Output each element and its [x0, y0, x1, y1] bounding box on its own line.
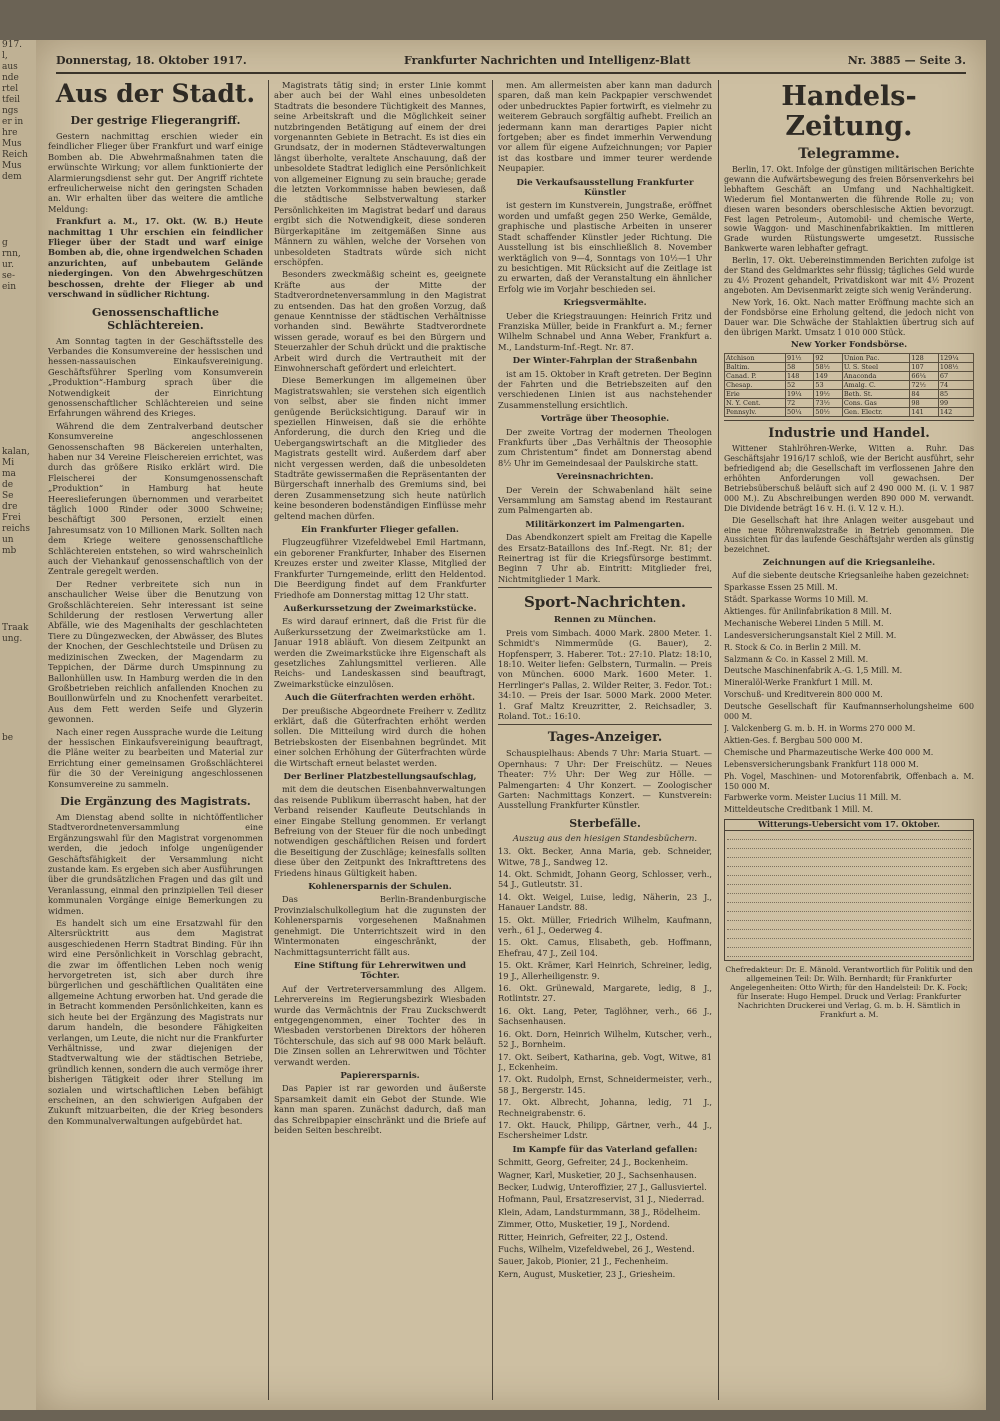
headline-tram-schedule: Der Winter-Fahrplan der Straßenbahn: [512, 356, 698, 367]
list-item: Fuchs, Wilhelm, Vizefeldwebel, 26 J., Westend.: [498, 1244, 695, 1254]
spine-fragment: be: [2, 733, 14, 743]
paper-name: Frankfurter Nachrichten und Intelligenz-Blatt: [404, 53, 691, 67]
headline-industry: Industrie und Handel.: [768, 426, 930, 442]
spine-fragment: [0, 216, 36, 227]
spine-fragment: reichs: [2, 524, 30, 534]
headline-theosophy: Vorträge über Theosophie.: [540, 414, 670, 425]
list-item: Salzmann & Co. in Kassel 2 Mill. M.: [724, 654, 869, 664]
spine-fragment: [0, 436, 36, 447]
spine-fragment: Frei: [2, 513, 21, 523]
spine-fragment: [0, 590, 36, 601]
weather-row: [727, 939, 971, 948]
spine-fragment: [0, 414, 36, 425]
spine-fragment: [0, 194, 36, 205]
table-row: [725, 372, 974, 381]
war-loan-list: [724, 583, 974, 815]
article-text: Frankfurt a. M., 17. Okt. (W. B.) Heute nachmittag 1 Uhr erschien ein feindlicher Flieger über der Stadt und warf einige Bomben ab, die, ohne irgendwelchen Schaden anzurichten, auf unbebautem Gelände niedergingen. Von den Abwehrgeschützen beschossen, drehte der Flieger ab und verschwand in südlicher Richtung.: [48, 216, 263, 300]
list-item: R. Stock & Co. in Berlin 2 Mill. M.: [724, 642, 861, 652]
article-text: Flugzeugführer Vizefeldwebel Emil Hartmann, ein geborener Frankfurter, Inhaber des Eisernen Kreuzes erster und zweiter Klasse, Mitglied der Frankfurter Turngemeinde, erlitt den Heldentod. Die Beerdigung findet auf dem Frankfurter Friedhofe am Donnerstag mittag 12 Uhr statt.: [274, 537, 486, 600]
headline-freight-rates: Auch die Güterfrachten werden erhöht.: [285, 693, 475, 704]
table-cell: 50¼: [785, 408, 813, 417]
list-item: Farbwerke vorm. Meister Lucius 11 Mill. M.: [724, 793, 902, 803]
headline-associations: Vereinsnachrichten.: [556, 472, 654, 483]
weather-row: [727, 912, 971, 921]
weather-row: [727, 921, 971, 930]
article-text: Der Redner verbreitete sich nun in anschaulicher Weise über die Benutzung von Großschlächtereien. Sehr interessant ist seine Schilderung der restlosen Verwertung aller Abfälle, wie des Magenihalts der geschlachteten Tiere zu Düngezwecken, der Abwässer, des Blutes der Knochen, der Geschlechtsteile und Drüsen zu medizinischen Zwecken, der Magendarm zu Teppichen, der Därme durch Umspinnung zu Ballonhüllen usw. In Hamburg werden die in den Großbetrieben reichlich anfallenden Knochen zu Bouillonwürfeln und zu Knochenfett verarbeitet. Aus dem Fett werden Seife und Glyzerin gewonnen.: [48, 578, 263, 725]
list-item: J. Valckenberg G. m. b. H. in Worms 270 000 M.: [724, 723, 916, 733]
spine-fragment: [0, 205, 36, 216]
article-text: Der Verein der Schwabenland hält seine Versammlung am Samstag abend im Restaurant zum Palmengarten ab.: [498, 484, 712, 516]
list-item: Aktienges. für Anilinfabrikation 8 Mill. M.: [724, 606, 892, 616]
article-text: Nach einer regen Aussprache wurde die Leitung der hessischen Einkaufsvereinigung beauftragt, die Pläne weiter zu bearbeiten und Material zur Errichtung einer gemeinsamen Großschlächterei für die 30 der Vereinigung angeschlossenen Konsumvereine zu sammeln.: [48, 726, 263, 789]
weather-row: [727, 831, 971, 840]
spine-fragment: [0, 645, 36, 656]
spine-fragment: [0, 722, 36, 733]
headline-two-mark-coins: Außerkurssetzung der Zweimarkstücke.: [283, 603, 477, 614]
imprint: Chefredakteur: Dr. E. Mänold. Verantwortlich für Politik und den allgemeinen Teil: Dr. Wilh. Bernhardt; für Frankfurter Angelegenheiten: Otto Wirth; für den Handelsteil: Dr. K. Fock; für Inserate: Hugo Hempel. Druck und Verlag: Frankfurter Nachrichten Druckerei und Verlag, G. m. b. H. Sämtlich in Frankfurt a. M.: [725, 965, 973, 1020]
table-cell: 74: [938, 381, 973, 390]
spine-fragment: [0, 656, 36, 667]
section-title-business: Handels-Zeitung.: [781, 81, 917, 142]
list-item: Vorschuß- und Kreditverein 800 000 M.: [724, 690, 883, 700]
spine-fragment: Reich: [2, 150, 28, 160]
stock-table: [724, 353, 974, 417]
table-cell: 99: [938, 399, 973, 408]
article-text: Berlin, 17. Okt. Infolge der günstigen militärischen Berichte gewann die Aufwärtsbewegung des freien Börsenverkehrs bei lebhaftem Geschäft an Umfang und Nachhaltigkeit. Wiederum fiel Montanwerten die führende Rolle zu; von diesen waren besonders oberschlesische Aktien bevorzugt. Fest lagen Petroleum-, Automobil- und chemische Werte, sowie Waggon- und Maschinenfabrikaktien. Im mittleren Grade wurden Rüstungswerte umgesetzt. Russische Bankwerte waren lebhafter gefragt.: [724, 165, 974, 254]
headline-ny-exchange: New Yorker Fondsbörse.: [790, 340, 908, 351]
weather-table: [724, 819, 974, 961]
column-divider: [492, 80, 493, 1400]
spine-fragment: [0, 381, 36, 392]
table-cell: 128: [910, 354, 938, 363]
list-item: 14. Okt. Schmidt, Johann Georg, Schlosser, verh., 54 J., Gutleutstr. 31.: [498, 869, 712, 890]
spine-fragment: nde: [2, 73, 19, 83]
article-text: Der zweite Vortrag der modernen Theologen Frankfurts über „Das Verhältnis der Theosophie zum Christentum“ findet am Donnerstag abend 8½ Uhr im Gemeindesaal der Paulskirche statt.: [498, 426, 712, 468]
table-cell: 72: [785, 399, 813, 408]
list-item: Landesversicherungsanstalt Kiel 2 Mill. M.: [724, 630, 897, 640]
table-cell: 141: [910, 408, 938, 417]
spine-fragment: aus: [2, 62, 18, 72]
list-item: Mitteldeutsche Creditbank 1 Mill. M.: [724, 805, 873, 815]
issue-date: Donnerstag, 18. Oktober 1917.: [56, 53, 247, 67]
list-item: 14. Okt. Weigel, Luise, ledig, Näherin, 23 J., Hanauer Landstr. 88.: [498, 891, 712, 913]
article-text: Gestern nachmittag erschien wieder ein feindlicher Flieger über Frankfurt und warf einige Bomben ab. Die Abwehrmaßnahmen taten die erwünschte Wirkung; vor allem funktionierte der Alarmierungsdienst sehr gut. Der Angriff richtete erfreulicherweise nicht den geringsten Schaden an. Wir erhalten über das weitere die amtliche Meldung:: [48, 131, 263, 214]
headline-war-weddings: Kriegsvermählte.: [563, 298, 647, 309]
spine-fragment: rnn,: [2, 249, 21, 259]
column-local-news: [48, 80, 263, 1400]
weather-row: [727, 930, 971, 939]
column-local-news-2: [274, 80, 486, 1400]
spine-fragment: [0, 711, 36, 722]
list-item: Wagner, Karl, Musketier, 20 J., Sachsenhausen.: [498, 1169, 697, 1180]
table-cell: U. S. Steel: [842, 363, 910, 372]
spine-fragment: se-: [2, 271, 15, 281]
article-text: Auf die siebente deutsche Kriegsanleihe haben gezeichnet:: [732, 571, 970, 581]
list-item: 17. Okt. Rudolph, Ernst, Schneidermeister, verh., 58 J., Bergerstr. 145.: [498, 1074, 712, 1095]
article-text: Das Berlin-Brandenburgische Provinzialschulkollegium hat die zugunsten der Kohlenersparnis vorgesehenen Maßnahmen genehmigt. Die Unterrichtszeit wird in den Wintermonaten eingeschränkt, der Nachmittagsunterricht fällt aus.: [274, 894, 486, 957]
spine-fragment: [0, 678, 36, 689]
headline-foundation: Eine Stiftung für Lehrerwitwen und Töchter.: [293, 960, 467, 982]
table-cell: 129¼: [938, 354, 973, 363]
weather-row: [727, 867, 971, 876]
table-cell: 19½: [814, 390, 842, 399]
spine-fragment: [0, 579, 36, 590]
table-cell: 58: [785, 363, 813, 372]
article-text: Die Gesellschaft hat ihre Anlagen weiter ausgebaut und eine neue Röhrenwalzstraße in Betrieb genommen. Die Aussichten für das laufende Geschäftsjahr werden als günstig bezeichnet.: [724, 515, 974, 555]
article-text: mit dem die deutschen Eisenbahnverwaltungen das reisende Publikum überrascht haben, hat der Verband reisender Kaufleute Deutschlands in einer Eingabe Stellung genommen. Er verlangt Befreiung von der Steuer für die noch unbedingt notwendigen geschäftlichen Reisen und fordert die Beseitigung der Zuschläge; keinesfalls sollten diese über den Zeitpunkt des Inkrafttretens des Friedens hinaus Gültigkeit haben.: [274, 784, 486, 878]
article-text: Wittener Stahlröhren-Werke, Witten a. Ruhr. Das Geschäftsjahr 1916/17 schloß, wie der Bericht ausführt, sehr befriedigend ab; die Gesellschaft im verflossenen Jahre den erhöhten Anforderungen voll gewachsen. Der Betriebsüberschuß beläuft sich auf 2 490 000 M. (i. V. 1 987 000 M.). Zu Abschreibungen werden 890 000 M. verwandt. Die Dividende beträgt 16 v. H. (i. V. 12 v. H.).: [724, 444, 974, 513]
spine-fragment: mb: [2, 546, 17, 556]
weather-title: Witterungs-Uebersicht vom 17. Oktober.: [725, 820, 973, 831]
list-item: 17. Okt. Seibert, Katharina, geb. Vogt, Witwe, 81 J., Eckenheim.: [498, 1051, 712, 1072]
table-cell: 142: [938, 408, 973, 417]
table-cell: Beth. St.: [842, 390, 910, 399]
list-item: Aktien-Ges. f. Bergbau 500 000 M.: [724, 735, 863, 745]
table-cell: 19¼: [785, 390, 813, 399]
table-cell: 53: [814, 381, 842, 390]
table-cell: Erie: [725, 390, 786, 399]
table-row: [725, 399, 974, 408]
spine-fragment: tfeil: [2, 95, 21, 105]
article-text: New York, 16. Okt. Nach matter Eröffnung machte sich an der Fondsbörse eine Erholung geltend, die jedoch nicht von Dauer war. Die Schwäche der Stahlaktien übertrug sich auf den übrigen Markt. Umsatz 1 010 000 Stück.: [724, 297, 974, 337]
article-text: Besonders zweckmäßig scheint es, geeignete Kräfte aus der Mitte der Stadtverordnetenversammlung in den Magistrat zu entsenden. Das hat den großen Vorzug, daß genaue Kenntnisse der städtischen Verhältnisse vorhanden sind. Bewährte Stadtverordnete wissen gerade, worauf es bei den Bürgern und Steuerzahler der Schuh drückt und die praktische Arbeit wird durch die Vertrautheit mit der Einwohnerschaft gefördert und erleichtert.: [274, 269, 486, 373]
table-cell: 67: [938, 372, 973, 381]
headline-paper-saving: Papierersparnis.: [340, 1070, 420, 1081]
section-title-deaths: Sterbefälle.: [569, 816, 641, 830]
headline-flier-fallen: Ein Frankfurter Flieger gefallen.: [301, 525, 459, 536]
column-business: [724, 80, 974, 1400]
table-cell: N. Y. Cent.: [725, 399, 786, 408]
spine-fragment: [0, 326, 36, 337]
article-text: Magistrats tätig sind; in erster Linie kommt aber auch bei der Wahl eines unbesoldeten Stadtrats die besondere Tüchtigkeit des Mannes, seine Arbeitskraft und die Möglichkeit seiner nutzbringenden Betätigung auf einem der drei vorgenannten Gebiete in Betracht. Es ist dies ein Grundsatz, der in modernen Städteverwaltungen längst überholte, veraltete Anschauung, daß der unbesoldete Stadtrat lediglich eine Persönlichkeit von allgemeiner Eignung zu sein brauche; gerade die letzten Vorkommnisse haben bewiesen, daß die städtische Selbstverwaltung starker Persönlichkeiten im Magistrat bedarf und daraus ergibt sich die Notwendigkeit, diese sonderen Bürgerkapitäne im zeitgemäßen Sinne aus Männern zu wählen, welche der Vorsehen von unbesoldeten Stadtrats würde sich nicht erschöpfen.: [274, 80, 486, 267]
list-item: Sauer, Jakob, Pionier, 21 J., Fechenheim.: [498, 1256, 669, 1267]
section-title-daily: Tages-Anzeiger.: [547, 730, 663, 746]
deaths-list: [498, 846, 712, 1141]
fallen-list: [498, 1157, 712, 1279]
list-item: Sparkasse Essen 25 Mill. M.: [724, 583, 838, 593]
list-item: Mineralöl-Werke Frankfurt 1 Mill. M.: [724, 678, 873, 688]
table-row: [725, 390, 974, 399]
weather-row: [727, 849, 971, 858]
list-item: 16. Okt. Lang, Peter, Taglöhner, verh., 66 J., Sachsenhausen.: [498, 1005, 712, 1027]
table-cell: 58½: [814, 363, 842, 372]
list-item: Klein, Adam, Landsturmmann, 38 J., Rödelheim.: [498, 1206, 701, 1217]
table-cell: Atchison: [725, 354, 786, 363]
spine-fragment: Mi: [2, 458, 15, 468]
spine-fragment: [0, 612, 36, 623]
list-item: 15. Okt. Krämer, Karl Heinrich, Schreiner, ledig, 19 J., Allerheiligenstr. 9.: [498, 960, 712, 981]
article-text: Diese Bemerkungen im allgemeinen über Magistratswahlen; sie verstehen sich eigentlich von selbst, aber sie finden nicht immer genügende Berücksichtigung. Darauf wir in speziellen Hinweisen, daß sie die erhöhte Anforderung, die durch den Krieg und die Uebergangswirtschaft an die Mitglieder des Magistrats gestellt wird. Außerdem darf aber nicht vergessen werden, daß die unbesoldeten Stadträte gewissermaßen die Repräsentanten der Bürgerschaft innerhalb des Gremiums sind, bei deren Zusammensetzung sich heute natürlich keine besonderen bodenständigen Einflüsse mehr geltend machen dürfen.: [274, 375, 486, 521]
spine-fragment: de: [2, 480, 14, 490]
column-divider: [268, 80, 269, 1400]
table-cell: Gen. Electr.: [842, 408, 910, 417]
headline-magistrate: Die Ergänzung des Magistrats.: [60, 794, 251, 808]
table-row: [725, 363, 974, 372]
article-text: Es wird darauf erinnert, daß die Frist für die Außerkurssetzung der Zweimarkstücke am 1. Januar 1918 abläuft. Von diesem Zeitpunkt an werden die Zweimarkstücke ihre Eigenschaft als gesetzliches Zahlungsmittel verlieren. Alle Reichs- und Landeskassen sind beauftragt, Zweimarkstücke einzulösen.: [274, 616, 486, 689]
spine-fragment: l,: [2, 51, 8, 61]
table-cell: 92: [814, 354, 842, 363]
spine-fragment: [0, 227, 36, 238]
spine-fragment: dem: [2, 172, 22, 182]
article-text: Das Abendkonzert spielt am Freitag die Kapelle des Ersatz-Bataillons des Inf.-Regt. Nr. 81; der Reinertrag ist für die Kriegsfürsorge bestimmt. Beginn 7 Uhr ab. Eintritt: Mitglieder frei, Nichtmitglieder 1 Mark.: [498, 532, 712, 584]
spine-fragment: Traak: [2, 623, 29, 633]
list-item: 17. Okt. Hauck, Philipp, Gärtner, verh., 44 J., Eschersheimer Ldstr.: [498, 1119, 712, 1141]
spine-fragment: kalan,: [2, 447, 30, 457]
article-text: Am Dienstag abend sollte in nichtöffentlicher Stadtverordnetenversammlung eine Ergänzungswahl für den Magistrat vorgenommen werden, die jedoch infolge ungenügender Geschäftsfähigkeit der Versammlung nicht zustande kam. Es ergeben sich aber Ausführungen über die grundsätzlichen Fragen und das gilt und Veranlassung, einmal den prinzipiellen Teil dieser kommunalen Vorgänge einige Bemerkungen zu widmen.: [48, 811, 263, 916]
table-cell: Anaconda: [842, 372, 910, 381]
table-row: [725, 408, 974, 417]
article-text: Berlin, 17. Okt. Uebereinstimmenden Berichten zufolge ist der Stand des Geldmarktes sehr flüssig; tägliches Geld wurde zu 4½ Prozent gehandelt, Privatdiskont war mit 4½ Prozent angeboten. Am Devisenmarkt zeigte sich wenig Veränderung.: [724, 256, 974, 295]
spine-fragment: ung.: [2, 634, 23, 644]
headline-seat-surcharge: Der Berliner Platzbestellungsaufschlag,: [283, 772, 477, 782]
headline-telegrams: Telegramme.: [798, 146, 900, 162]
spine-fragment: g: [2, 238, 8, 248]
list-item: Chemische und Pharmazeutische Werke 400 000 M.: [724, 747, 934, 757]
spine-fragment: 917.: [2, 40, 23, 50]
table-row: [725, 354, 974, 363]
list-item: Zimmer, Otto, Musketier, 19 J., Nordend.: [498, 1219, 670, 1230]
weather-row: [727, 876, 971, 885]
list-item: 15. Okt. Camus, Elisabeth, geb. Hoffmann, Ehefrau, 47 J., Zeil 104.: [498, 937, 712, 958]
spine-fragment: [0, 557, 36, 568]
adjacent-page-strip: [0, 40, 37, 1410]
table-cell: Chesap.: [725, 381, 786, 390]
spine-fragment: hre: [2, 128, 18, 138]
article-text: men. Am allermeisten aber kann man dadurch sparen, daß man kein Packpapier verschwendet oder unbedrucktes Papier fortwirft, es vielmehr zu weiterem Gebrauch sorgfältig aufhebt. Freilich an jedermann kann man derartiges Papier nicht fortgeben; aber es findet immerhin Verwendung vor allem für eigene Aufzeichnungen; vor Papier ist das kostbare und immer teurer werdende Neupapier.: [498, 80, 712, 174]
table-cell: 91½: [785, 354, 813, 363]
section-title-local: Aus der Stadt.: [55, 80, 256, 108]
table-cell: 107: [910, 363, 938, 372]
spine-fragment: Mus: [2, 161, 22, 171]
list-item: Kern, August, Musketier, 23 J., Griesheim.: [498, 1268, 676, 1279]
table-cell: 85: [938, 390, 973, 399]
table-cell: 66¼: [910, 372, 938, 381]
list-item: 13. Okt. Becker, Anna Maria, geb. Schneider, Witwe, 78 J., Sandweg 12.: [498, 846, 712, 867]
article-text: Während die dem Zentralverband deutscher Konsumvereine angeschlossenen Genossenschaften 98 Bäckereien unterhalten, haben nur 34 Vereine Fleischereien errichtet, was durch das größere Risiko erklärt wird. Die Fleischerei der Konsumgenossenschaft „Produktion“ in Hamburg hat heute Heereslieferungen übernommen und verarbeitet täglich 1000 Rinder oder 3000 Schweine; beschäftigt 300 Personen, erzielt einen Jahresumsatz von 10 Millionen Mark. Sollten nach dem Kriege weitere genossenschaftliche Schlächtereien entstehen, so wird wahrscheinlich auch der Viehankauf genossenschaftlich von der Zentrale geregelt werden.: [48, 420, 263, 577]
list-item: Hofmann, Paul, Ersatzreservist, 31 J., Niederrad.: [498, 1194, 705, 1205]
spine-fragment: ein: [2, 282, 17, 292]
spine-fragment: [0, 425, 36, 436]
article-text: Der preußische Abgeordnete Freiherr v. Zedlitz erklärt, daß die Güterfrachten erhöht werden sollen. Die Mitteilung wird durch die hohen Betriebskosten der Eisenbahnen begründet. Mit einer solchen Erhöhung der Güterfrachten würde die Wirtschaft erneut belastet werden.: [274, 705, 486, 768]
spine-fragment: ur.: [2, 260, 14, 270]
weather-row: [727, 948, 971, 957]
table-cell: Cons. Gas: [842, 399, 910, 408]
weather-row: [727, 903, 971, 912]
spine-fragment: [0, 689, 36, 700]
issue-number: Nr. 3885 — Seite 3.: [847, 53, 966, 67]
table-cell: 73½: [814, 399, 842, 408]
spine-fragment: [0, 348, 36, 359]
spine-fragment: [0, 183, 36, 194]
table-cell: Union Pac.: [842, 354, 910, 363]
article-text: Auf der Vertreterversammlung des Allgem. Lehrervereins im Regierungsbezirk Wiesbaden wurde das Vermächtnis der Frau Zuckschwerdt entgegengenommen, einer Tochter des in Wiesbaden verstorbenen Direktors der höheren Töchterschule, das sich auf 98 000 Mark beläuft. Die Zinsen sollen an Lehrerwitwen und Töchter verwandt werden.: [274, 983, 486, 1067]
list-item: Mechanische Weberei Linden 5 Mill. M.: [724, 618, 884, 628]
headline-races: Rennen zu München.: [553, 615, 657, 626]
newspaper-page: [36, 40, 986, 1410]
weather-row: [727, 894, 971, 903]
spine-fragment: rtel: [2, 84, 19, 94]
page-header: [56, 48, 966, 74]
spine-fragment: Se: [2, 491, 14, 501]
list-item: 16. Okt. Grünewald, Margarete, ledig, 8 J., Rotlintstr. 27.: [498, 983, 712, 1004]
table-cell: Baltim.: [725, 363, 786, 372]
deaths-subtitle: Auszug aus den hiesigen Standesbüchern.: [512, 833, 698, 844]
table-cell: 72½: [910, 381, 938, 390]
spine-fragment: [0, 700, 36, 711]
headline-fallen: Im Kampfe für das Vaterland gefallen:: [512, 1144, 698, 1155]
weather-row: [727, 885, 971, 894]
list-item: Ritter, Heinrich, Gefreiter, 22 J., Ostend.: [498, 1231, 668, 1242]
section-title-sport: Sport-Nachrichten.: [523, 593, 687, 612]
spine-fragment: [0, 403, 36, 414]
article-text: ist gestern im Kunstverein, Jungstraße, eröffnet worden und umfaßt gegen 250 Werke, Gemälde, graphische und plastische Arbeiten in unserer Stadt schaffender Künstler jeder Richtung. Die Ausstellung ist bis einschließlich 8. November werktäglich von 9—4, Sonntags von 10½—1 Uhr zu besichtigen. Mit Rücksicht auf die Zeitlage ist zu erwarten, daß der Veranstaltung ein ähnlicher Erfolg wie im Vorjahr beschieden sei.: [498, 200, 712, 294]
article-text: Es handelt sich um eine Ersatzwahl für den Altersrücktritt aus dem Magistrat ausgeschiedenen Herrn Stadtrat Binding. Für ihn wird eine Persönlichkeit in Vorschlag gebracht, die zwar im öffentlichen Leben noch wenig hervorgetreten ist, sich aber durch ihre bürgerlichen und geschäftlichen Qualitäten eine allgemeine Achtung erworben hat. Und gerade die in Betracht kommenden Persönlichkeiten, kann es sich heute bei der Ergänzung des Magistrats nur darum handeln, die besondere Fähigkeiten verlangen, um Leute, die nicht nur die Frankfurter Verhältnisse, und zwar diejenigen der Stadtverwaltung wie der städtischen Betriebe, gründlich kennen, sondern die auch vermöge ihrer bisherigen Tätigkeit oder ihrer Stellung im sozialen und wirtschaftlichen Leben befähigt erscheinen, an den schwierigen Aufgaben der Zukunft mitzuarbeiten, die der Krieg besonders den Kommunalverwaltungen aufgebürdet hat.: [48, 918, 263, 1126]
spine-fragment: [0, 359, 36, 370]
list-item: 17. Okt. Albrecht, Johanna, ledig, 71 J., Rechneigrabenstr. 6.: [498, 1097, 712, 1118]
spine-fragment: ma: [2, 469, 16, 479]
list-item: Lebensversicherungsbank Frankfurt 118 000 M.: [724, 759, 919, 769]
spine-fragment: [0, 392, 36, 403]
spine-fragment: dre: [2, 502, 18, 512]
article-text: Das Papier ist rar geworden und äußerste Sparsamkeit damit ein Gebot der Stunde. Wie kann man sparen. Zunächst dadurch, daß man das Schreibpapier einschränkt und die Briefe auf beiden Seiten beschreibt.: [274, 1083, 486, 1135]
table-cell: 98: [910, 399, 938, 408]
table-cell: 149: [814, 372, 842, 381]
table-cell: 84: [910, 390, 938, 399]
table-cell: 148: [785, 372, 813, 381]
table-row: [725, 381, 974, 390]
headline-slaughterhouses: Genossenschaftliche Schlächtereien.: [92, 305, 219, 332]
headline-coal-saving: Kohlenersparnis der Schulen.: [308, 882, 452, 893]
headline-concert: Militärkonzert im Palmengarten.: [525, 519, 685, 530]
spine-fragment: [0, 568, 36, 579]
article-text: Ueber die Kriegstrauungen: Heinrich Fritz und Franziska Müller, beide in Frankfurt a. M.; ferner Wilhelm Schnabel und Anna Weber, Frankfurt a. M., Landsturm-Inf.-Regt. Nr. 87.: [498, 310, 712, 352]
headline-art-exhibition: Die Verkaufsausstellung Frankfurter Künstler: [516, 177, 694, 199]
list-item: 16. Okt. Dorn, Heinrich Wilhelm, Kutscher, verh., 52 J., Bornheim.: [498, 1028, 712, 1050]
table-cell: Amalg. C.: [842, 381, 910, 390]
list-item: Deutsche Maschinenfabrik A.-G. 1,5 Mill. M.: [724, 666, 903, 676]
list-item: Ph. Vogel, Maschinen- und Motorenfabrik, Offenbach a. M. 150 000 M.: [724, 771, 974, 791]
spine-fragment: [0, 601, 36, 612]
article-text: Am Sonntag tagten in der Geschäftsstelle des Verbandes die Konsumvereine der hessischen und hessen-nassauischen Einkaufsvereinigung. Geschäftsführer Sperling vom Konsumverein „Produktion“-Hamburg sprach über die Notwendigkeit der Einrichtung genossenschaftlicher Schlächtereien und seine Erfahrungen während des Krieges.: [48, 335, 263, 419]
spine-fragment: [0, 293, 36, 304]
list-item: Becker, Ludwig, Unteroffizier, 27 J., Gallusviertel.: [498, 1181, 707, 1192]
table-cell: 52: [785, 381, 813, 390]
weather-row: [727, 858, 971, 867]
table-cell: 108½: [938, 363, 973, 372]
spine-fragment: [0, 337, 36, 348]
spine-fragment: Mus: [2, 139, 22, 149]
list-item: Städt. Sparkasse Worms 10 Mill. M.: [724, 595, 869, 604]
spine-fragment: ngs: [2, 106, 19, 116]
headline-war-loan: Zeichnungen auf die Kriegsanleihe.: [762, 558, 936, 569]
headline-air-raid: Der gestrige Fliegerangriff.: [70, 114, 241, 127]
weather-row: [727, 840, 971, 849]
spine-fragment: [0, 304, 36, 315]
table-cell: 50½: [814, 408, 842, 417]
table-cell: Canad. P.: [725, 372, 786, 381]
spine-fragment: [0, 315, 36, 326]
column-misc: [498, 80, 712, 1400]
table-cell: Pennsylv.: [725, 408, 786, 417]
list-item: Schmitt, Georg, Gefreiter, 24 J., Bockenheim.: [498, 1157, 689, 1168]
article-text: Preis vom Simbach. 4000 Mark. 2800 Meter. 1. Schmidt's Nimmermüde (G. Bauer), 2. Hopfensperr, 3. Haberer. Tot.: 27:10. Platz: 18:10, 18:10. Weiter liefen: Gelbstern, Turmalin. — Preis von München. 6000 Mark. 1600 Meter. 1. Herrlinger's Pallas, 2. Wilder Reiter, 3. Fedor. Tot.: 34:10. — Preis der Isar. 5000 Mark. 2000 Meter. 1. Graf Maltz Kreuzritter, 2. Reichsadler, 3. Roland. Tot.: 16:10.: [498, 627, 712, 721]
article-text: Schauspielhaus: Abends 7 Uhr: Maria Stuart. — Opernhaus: 7 Uhr: Der Freischütz. — Neues Theater: 7½ Uhr: Der Weg zur Hölle. — Palmengarten: 4 Uhr Konzert. — Zoologischer Garten: Nachmittags Konzert. — Kunstverein: Ausstellung Frankfurter Künstler.: [498, 748, 712, 811]
column-divider: [718, 80, 719, 1400]
list-item: 15. Okt. Müller, Friedrich Wilhelm, Kaufmann, verh., 61 J., Oederweg 4.: [498, 914, 712, 936]
spine-fragment: [0, 370, 36, 381]
list-item: Deutsche Gesellschaft für Kaufmannserholungsheime 600 000 M.: [724, 702, 974, 722]
spine-fragment: er in: [2, 117, 24, 127]
spine-fragment: un: [2, 535, 14, 545]
article-text: ist am 15. Oktober in Kraft getreten. Der Beginn der Fahrten und die Betriebszeiten auf den verschiedenen Linien ist aus nachstehender Zusammenstellung ersichtlich.: [498, 368, 712, 410]
spine-fragment: [0, 667, 36, 678]
